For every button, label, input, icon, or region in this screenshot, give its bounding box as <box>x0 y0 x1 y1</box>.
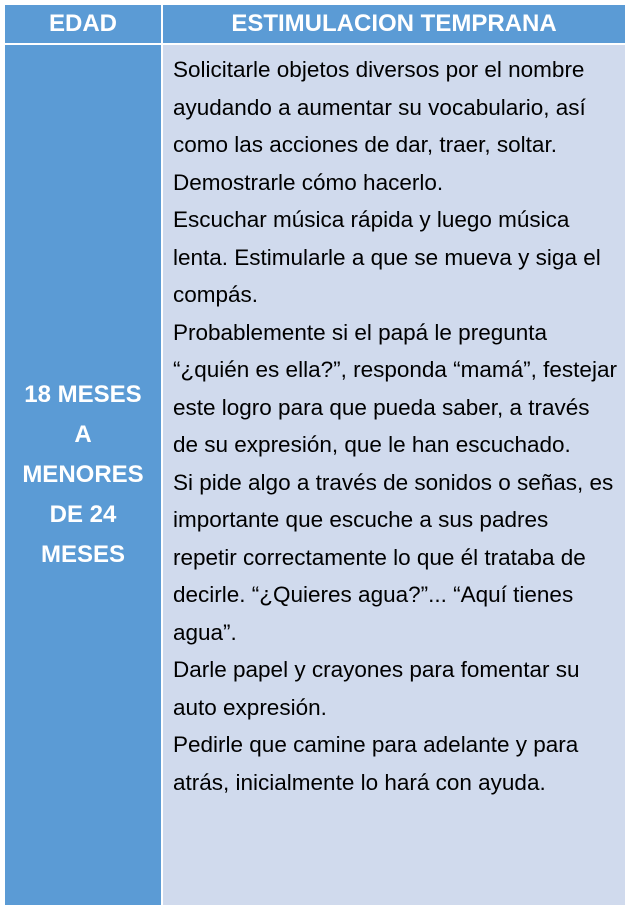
activity-paragraph: Escuchar música rápida y luego música lenta. Estimularle a que se mueva y siga el compás. <box>173 207 601 307</box>
age-range-cell <box>4 44 162 906</box>
table-row <box>4 44 626 906</box>
header-age: EDAD <box>4 4 162 44</box>
age-line: MENORES <box>22 461 144 488</box>
age-line: 18 MESES <box>24 381 142 408</box>
header-stimulation: ESTIMULACION TEMPRANA <box>162 4 626 44</box>
age-line: DE 24 <box>49 501 117 528</box>
activities-cell <box>162 44 626 906</box>
activity-paragraph: Probablemente si el papá le pregunta “¿quién es ella?”, responda “mamá”, festejar este logro para que pueda saber, a través de su expresión, que le han escuchado. <box>173 319 617 457</box>
age-line: MESES <box>40 541 126 568</box>
activity-paragraph: Solicitarle objetos diversos por el nombre ayudando a aumentar su vocabulario, así como las acciones de dar, traer, soltar. Demostrarle cómo hacerlo. <box>173 57 586 195</box>
activity-paragraph: Darle papel y crayones para fomentar su auto expresión. <box>173 657 580 720</box>
activity-paragraph: Pedirle que camine para adelante y para atrás, inicialmente lo hará con ayuda. <box>173 732 579 795</box>
age-line: A <box>74 421 92 448</box>
activity-paragraph: Si pide algo a través de sonidos o señas, es importante que escuche a sus padres repetir correctamente lo que él trataba de decirle. “¿Quieres agua?”... “Aquí tienes agua”. <box>173 469 614 645</box>
stimulation-table <box>3 3 627 907</box>
header-row <box>4 4 626 44</box>
